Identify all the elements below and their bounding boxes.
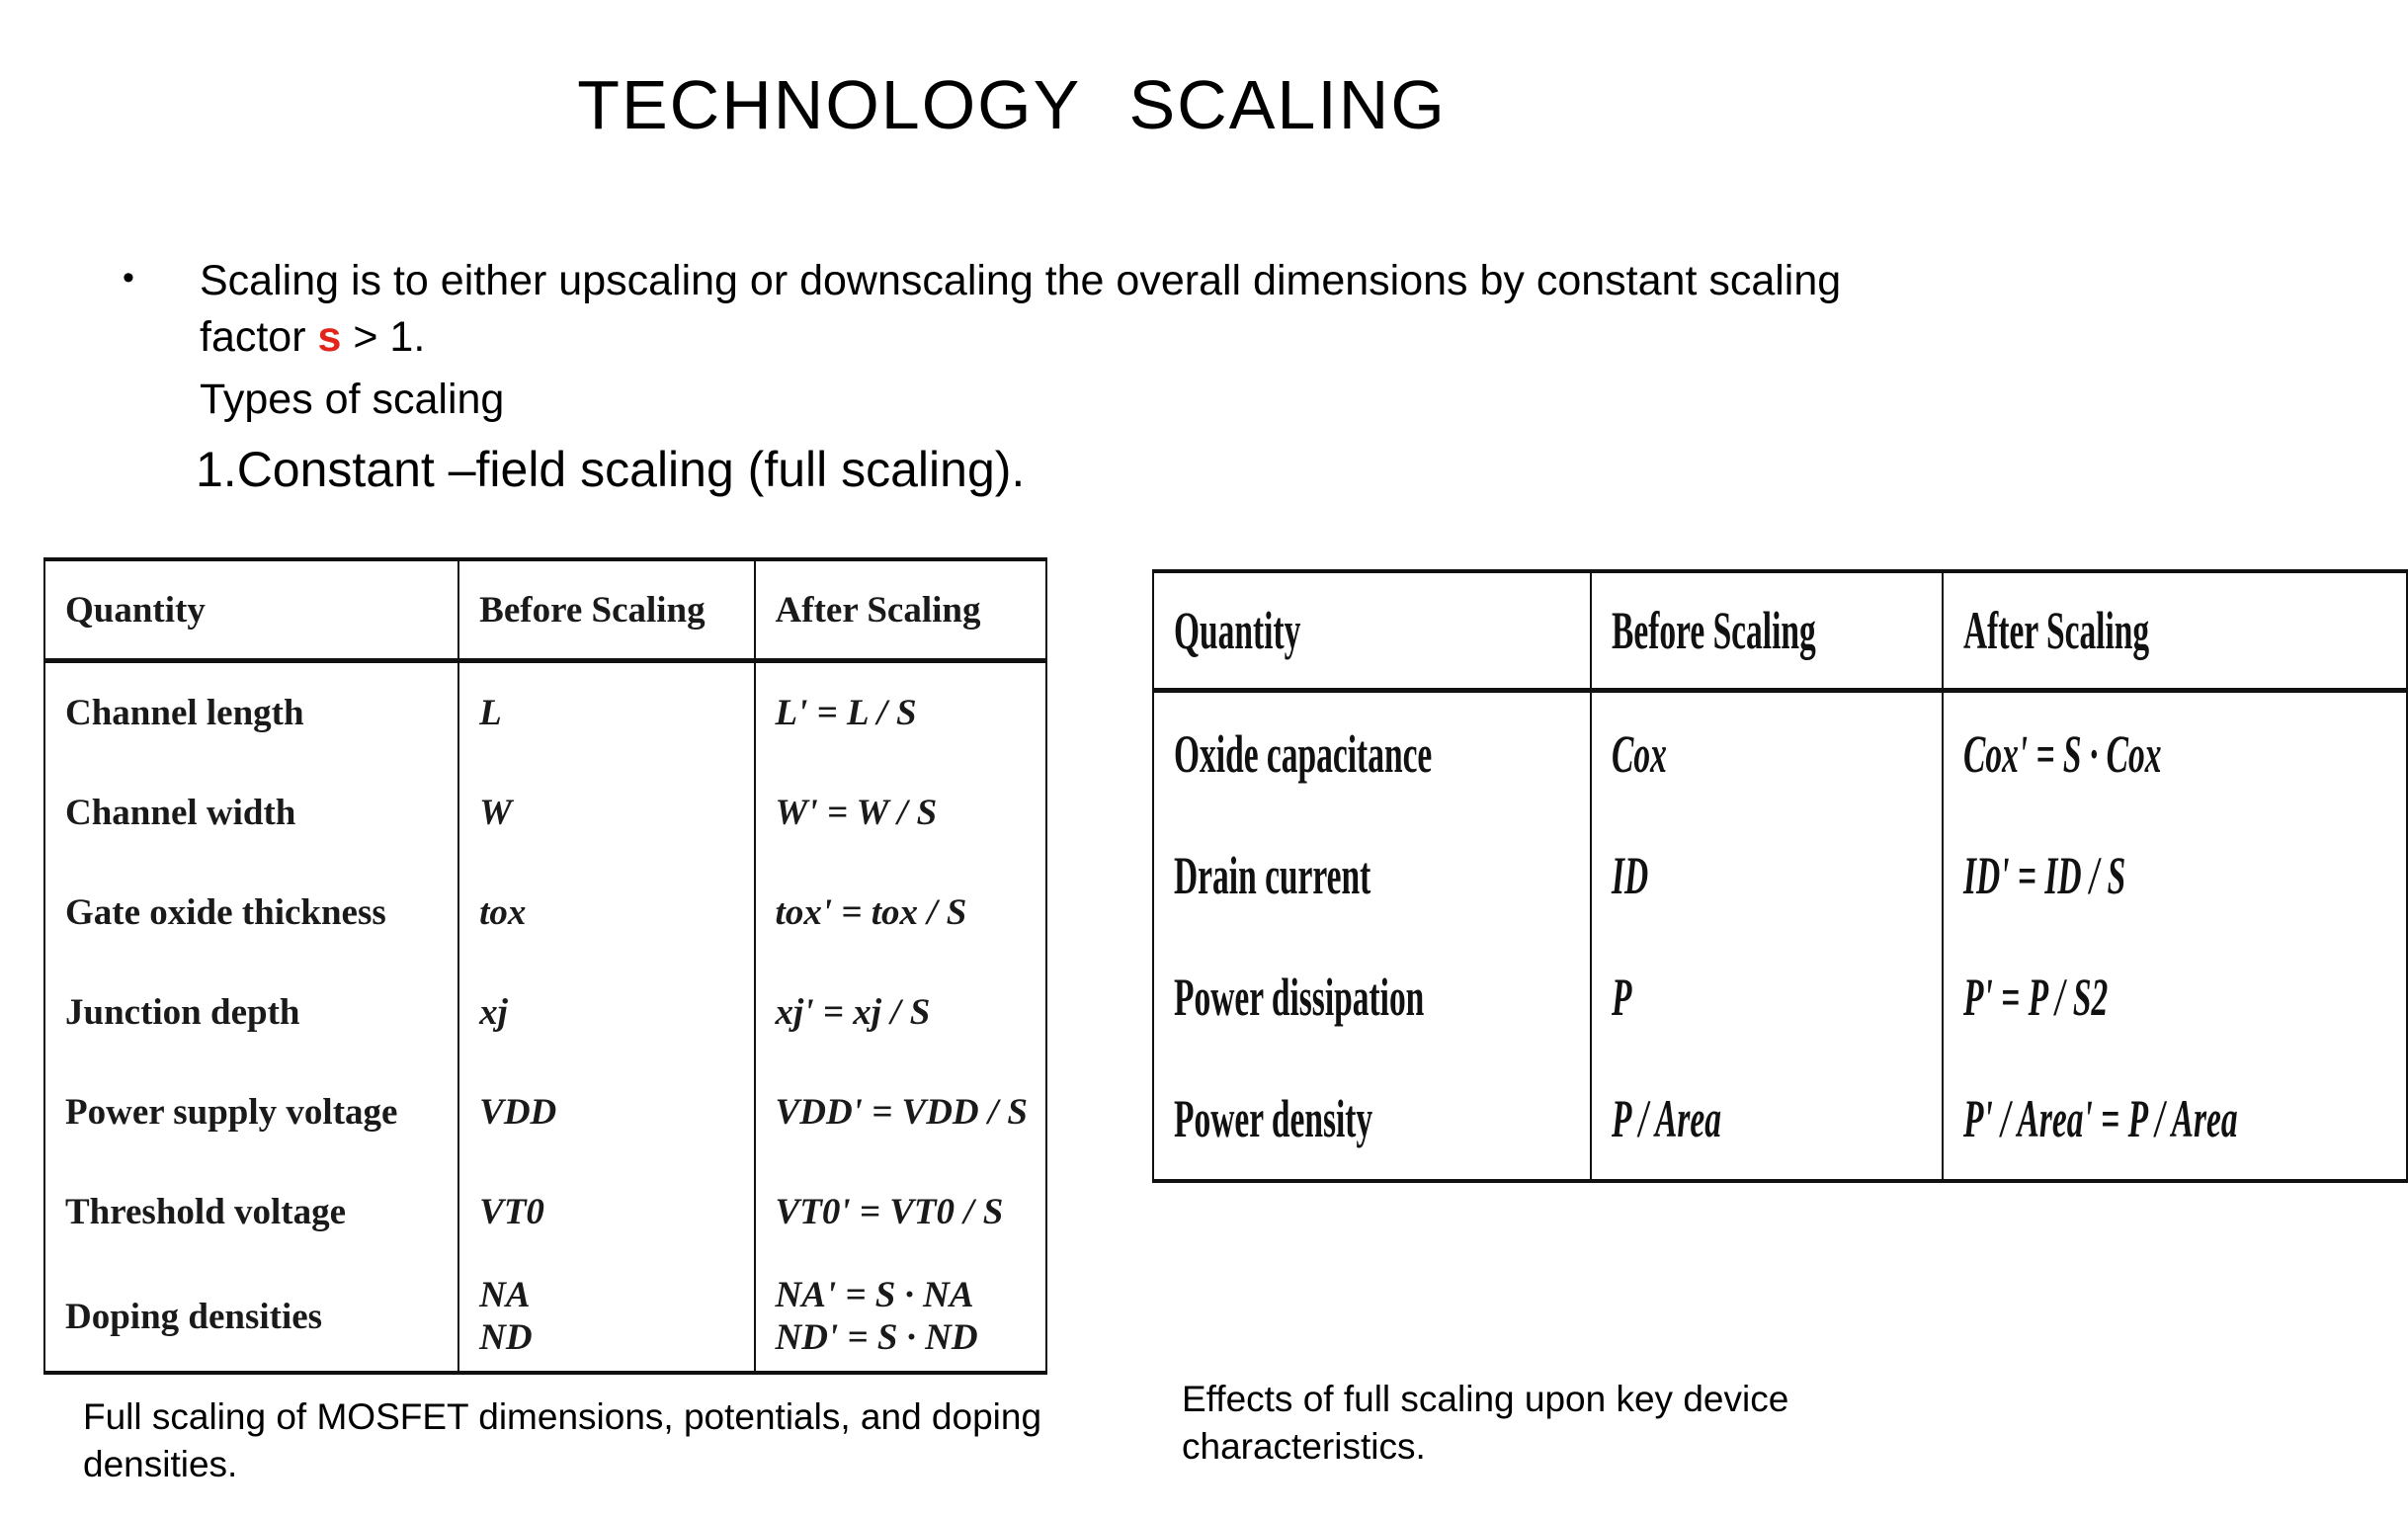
quantity-text: Drain current xyxy=(1174,845,1371,905)
bullet-text xyxy=(200,253,1919,366)
header-text: After Scaling xyxy=(1962,601,2150,660)
table-header-row xyxy=(1153,571,2407,691)
after-cell: L' = L / S xyxy=(755,661,1046,764)
quantity-cell: Junction depth xyxy=(44,963,458,1062)
table-row xyxy=(1153,936,2407,1057)
quantity-cell: Channel width xyxy=(44,763,458,863)
table-header-row xyxy=(44,559,1046,661)
before-cell xyxy=(1591,936,1942,1057)
after-cell xyxy=(1943,691,2407,815)
before-cell: L xyxy=(458,661,754,764)
after-text: ID' = ID / S xyxy=(1962,845,2126,905)
after-cell xyxy=(755,1262,1046,1373)
before-cell: VT0 xyxy=(458,1162,754,1262)
after-cell: VDD' = VDD / S xyxy=(755,1062,1046,1162)
bullet-text-part-2: > 1. xyxy=(341,313,426,361)
table-row xyxy=(44,661,1046,764)
after-cell xyxy=(1943,936,2407,1057)
table-row xyxy=(44,1162,1046,1262)
scaling-factor-symbol: s xyxy=(317,313,342,361)
quantity-cell: Gate oxide thickness xyxy=(44,863,458,963)
quantity-cell: Doping densities xyxy=(44,1262,458,1373)
device-characteristics-table xyxy=(1152,569,2408,1183)
quantity-cell: Channel length xyxy=(44,661,458,764)
quantity-cell xyxy=(1153,936,1591,1057)
before-text: P / Area xyxy=(1612,1088,1722,1148)
quantity-cell: Threshold voltage xyxy=(44,1162,458,1262)
after-text: P' / Area' = P / Area xyxy=(1962,1088,2238,1148)
caption-left: Full scaling of MOSFET dimensions, potentials, and doping densities. xyxy=(83,1396,1042,1484)
table-row xyxy=(44,1062,1046,1162)
bullet-dot: • xyxy=(123,259,134,296)
bullet-text-part-1: Scaling is to either upscaling or downscaling the overall dimensions by constant scaling factor xyxy=(200,257,1842,361)
before-cell: tox xyxy=(458,863,754,963)
quantity-cell xyxy=(1153,691,1591,815)
header-text: Before Scaling xyxy=(1612,601,1817,660)
quantity-cell xyxy=(1153,814,1591,936)
after-text: Cox' = S · Cox xyxy=(1962,723,2162,784)
header-text: Quantity xyxy=(1174,601,1301,660)
table-row xyxy=(44,1262,1046,1373)
table-row xyxy=(1153,1057,2407,1181)
before-cell xyxy=(1591,814,1942,936)
after-value-na: NA' = S · NA xyxy=(775,1275,974,1315)
before-text: Cox xyxy=(1612,723,1668,784)
before-cell xyxy=(1591,1057,1942,1181)
before-text: ID xyxy=(1612,845,1649,905)
before-value-nd: ND xyxy=(479,1317,533,1358)
slide-title: TECHNOLOGY SCALING xyxy=(577,66,1447,143)
table-row xyxy=(1153,814,2407,936)
header-cell xyxy=(1943,571,2407,691)
mosfet-scaling-table xyxy=(43,557,1047,1375)
types-heading: Types of scaling xyxy=(200,376,505,423)
table-row xyxy=(44,863,1046,963)
table-row xyxy=(44,763,1046,863)
before-text: P xyxy=(1612,967,1632,1027)
quantity-text: Power density xyxy=(1174,1088,1373,1148)
before-cell xyxy=(458,1262,754,1373)
before-cell: xj xyxy=(458,963,754,1062)
after-value-nd: ND' = S · ND xyxy=(775,1317,978,1358)
header-cell: Quantity xyxy=(44,559,458,661)
after-text: P' = P / S2 xyxy=(1962,967,2109,1027)
quantity-cell xyxy=(1153,1057,1591,1181)
after-cell xyxy=(1943,1057,2407,1181)
before-cell: W xyxy=(458,763,754,863)
quantity-text: Oxide capacitance xyxy=(1174,723,1433,784)
header-cell xyxy=(1153,571,1591,691)
before-cell: VDD xyxy=(458,1062,754,1162)
before-cell xyxy=(1591,691,1942,815)
after-cell xyxy=(1943,814,2407,936)
caption-right: Effects of full scaling upon key device characteristics. xyxy=(1182,1379,1789,1467)
quantity-text: Power dissipation xyxy=(1174,967,1425,1027)
header-cell xyxy=(1591,571,1942,691)
table-row xyxy=(44,963,1046,1062)
before-value-na: NA xyxy=(479,1275,531,1315)
table-row xyxy=(1153,691,2407,815)
after-cell: tox' = tox / S xyxy=(755,863,1046,963)
quantity-cell: Power supply voltage xyxy=(44,1062,458,1162)
type-item-1: 1.Constant –field scaling (full scaling). xyxy=(196,442,1026,497)
header-cell: Before Scaling xyxy=(458,559,754,661)
header-cell: After Scaling xyxy=(755,559,1046,661)
after-cell: W' = W / S xyxy=(755,763,1046,863)
after-cell: VT0' = VT0 / S xyxy=(755,1162,1046,1262)
after-cell: xj' = xj / S xyxy=(755,963,1046,1062)
